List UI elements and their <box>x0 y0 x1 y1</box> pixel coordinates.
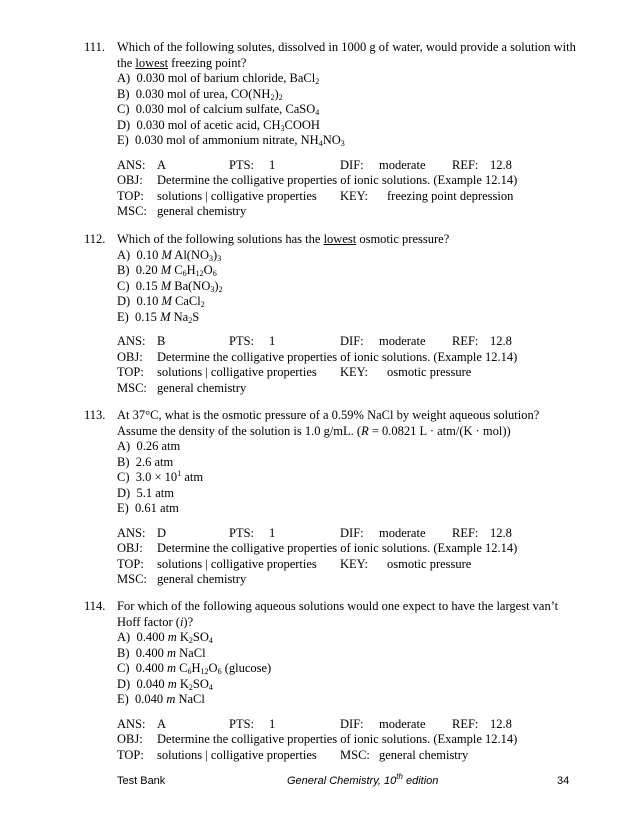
dif-label: DIF: <box>340 716 364 731</box>
pts-value: 1 <box>269 157 276 172</box>
option-e: E) 0.030 mol of ammonium nitrate, $NH_4NO_3$ <box>117 133 345 148</box>
ans-value: D <box>157 525 167 540</box>
ans-label: ANS: <box>117 525 146 540</box>
obj-value: Determine the colligative properties of ionic solutions. (Example 12.14) <box>157 541 518 555</box>
obj-label: OBJ: <box>117 173 143 187</box>
pts-label: PTS: <box>229 716 255 731</box>
top-value: solutions | colligative properties <box>157 747 317 762</box>
pts-value: 1 <box>269 525 276 540</box>
option-e: E) 0.61 atm <box>117 501 179 515</box>
ans-value: B <box>157 334 166 348</box>
footer-left: Test Bank <box>117 775 166 787</box>
option-d: D) 5.1 atm <box>117 485 174 500</box>
option-a: A) 0.10 M $Al(NO_3)_3$ <box>117 247 222 263</box>
question-stem: Assume the density of the solution is 1.0 g/mL. (R = 0.0821 L · atm/(K · mol)) <box>117 423 511 438</box>
msc-value: general chemistry <box>379 747 469 762</box>
ref-label: REF: <box>452 334 479 348</box>
option-a: A) 0.400 m $K_2SO_4$ <box>117 630 213 645</box>
option-d: D) 0.030 mol of acetic acid, $CH_3COOH$ <box>117 117 320 133</box>
option-c: C) 0.030 mol of calcium sulfate, CaSO$_4$ <box>117 102 320 117</box>
question-stem: the lowest freezing point? <box>117 55 247 70</box>
obj-value: Determine the colligative properties of ionic solutions. (Example 12.14) <box>157 349 518 364</box>
page-number: 34 <box>557 775 570 787</box>
ref-label: REF: <box>452 525 479 540</box>
ref-value: 12.8 <box>490 157 512 172</box>
option-e: E) 0.040 m NaCl <box>117 692 205 706</box>
dif-value: moderate <box>379 525 426 540</box>
question-stem: For which of the following aqueous solutions would one expect to have the largest van’t <box>117 599 559 613</box>
answer-metadata <box>117 334 584 396</box>
dif-label: DIF: <box>340 334 364 348</box>
key-value: osmotic pressure <box>387 556 472 571</box>
ans-label: ANS: <box>117 716 146 731</box>
top-value: solutions | colligative properties <box>157 188 317 203</box>
answer-metadata <box>117 717 584 764</box>
msc-value: general chemistry <box>157 380 247 395</box>
msc-value: general chemistry <box>157 204 247 218</box>
msc-label: MSC: <box>117 572 147 586</box>
option-d: D) 0.040 m $K_2SO_4$ <box>117 676 213 692</box>
ans-value: A <box>157 716 167 731</box>
obj-label: OBJ: <box>117 732 143 746</box>
dif-value: moderate <box>379 716 426 731</box>
question-stem: Hoff factor (i)? <box>117 614 194 629</box>
question-113 <box>84 408 584 588</box>
option-b: B) 0.20 M $C_6H_{12}O_6$ <box>117 263 217 278</box>
key-label: KEY: <box>340 556 369 571</box>
msc-label: MSC: <box>340 747 370 762</box>
ans-label: ANS: <box>117 334 146 348</box>
key-value: osmotic pressure <box>387 365 472 379</box>
top-label: TOP: <box>117 747 144 762</box>
option-e: E) 0.15 M $Na_2S$ <box>117 309 200 325</box>
obj-label: OBJ: <box>117 349 143 364</box>
msc-label: MSC: <box>117 204 147 218</box>
dif-value: moderate <box>379 157 426 172</box>
pts-label: PTS: <box>229 334 255 348</box>
obj-value: Determine the colligative properties of ionic solutions. (Example 12.14) <box>157 732 518 746</box>
obj-value: Determine the colligative properties of ionic solutions. (Example 12.14) <box>157 173 518 187</box>
ref-value: 12.8 <box>490 525 512 540</box>
question-111 <box>84 40 584 220</box>
option-c: C) 0.400 m $C_6H_{12}O_6$ (glucose) <box>117 661 272 676</box>
footer-book-title: General Chemistry, 10th edition <box>287 772 439 787</box>
ref-label: REF: <box>452 716 479 731</box>
ref-value: 12.8 <box>490 334 512 348</box>
question-stem: Which of the following solutions has the lowest osmotic pressure? <box>117 232 450 246</box>
top-label: TOP: <box>117 556 144 571</box>
answer-metadata <box>117 526 584 588</box>
option-c: C) 0.15 M $Ba(NO_3)_2$ <box>117 278 223 294</box>
ans-value: A <box>157 157 167 172</box>
option-c: C) $3.0 \times 10^1$ atm <box>117 469 204 484</box>
ans-label: ANS: <box>117 157 146 172</box>
top-label: TOP: <box>117 365 144 379</box>
question-number: 112. <box>84 232 106 246</box>
obj-label: OBJ: <box>117 541 143 555</box>
key-value: freezing point depression <box>387 188 514 203</box>
option-b: B) 0.030 mol of urea, $CO(NH_2)_2$ <box>117 86 283 102</box>
question-number: 113. <box>84 408 106 422</box>
question-number: 114. <box>84 599 106 613</box>
pts-value: 1 <box>269 334 276 348</box>
ref-value: 12.8 <box>490 716 512 731</box>
top-value: solutions | colligative properties <box>157 365 317 379</box>
key-label: KEY: <box>340 188 369 203</box>
pts-label: PTS: <box>229 525 255 540</box>
question-number: 111. <box>84 40 105 54</box>
option-b: B) 2.6 atm <box>117 454 174 469</box>
key-label: KEY: <box>340 365 369 379</box>
answer-metadata <box>117 158 584 220</box>
option-a: A) 0.030 mol of barium chloride, BaCl$_2$ <box>117 71 320 86</box>
dif-label: DIF: <box>340 525 364 540</box>
option-d: D) 0.10 M CaCl$_2$ <box>117 294 205 309</box>
dif-label: DIF: <box>340 157 364 172</box>
pts-value: 1 <box>269 716 276 731</box>
top-value: solutions | colligative properties <box>157 556 317 571</box>
pts-label: PTS: <box>229 157 255 172</box>
top-label: TOP: <box>117 188 144 203</box>
option-b: B) 0.400 m NaCl <box>117 645 206 660</box>
msc-value: general chemistry <box>157 572 247 586</box>
question-114 <box>84 599 584 763</box>
question-112 <box>84 232 584 396</box>
question-stem: Which of the following solutes, dissolved in 1000 g of water, would provide a solution with <box>117 40 576 54</box>
ref-label: REF: <box>452 157 479 172</box>
dif-value: moderate <box>379 334 426 348</box>
msc-label: MSC: <box>117 380 147 395</box>
option-a: A) 0.26 atm <box>117 439 181 453</box>
question-stem: At 37°C, what is the osmotic pressure of a 0.59% NaCl by weight aqueous solution? <box>117 408 540 422</box>
